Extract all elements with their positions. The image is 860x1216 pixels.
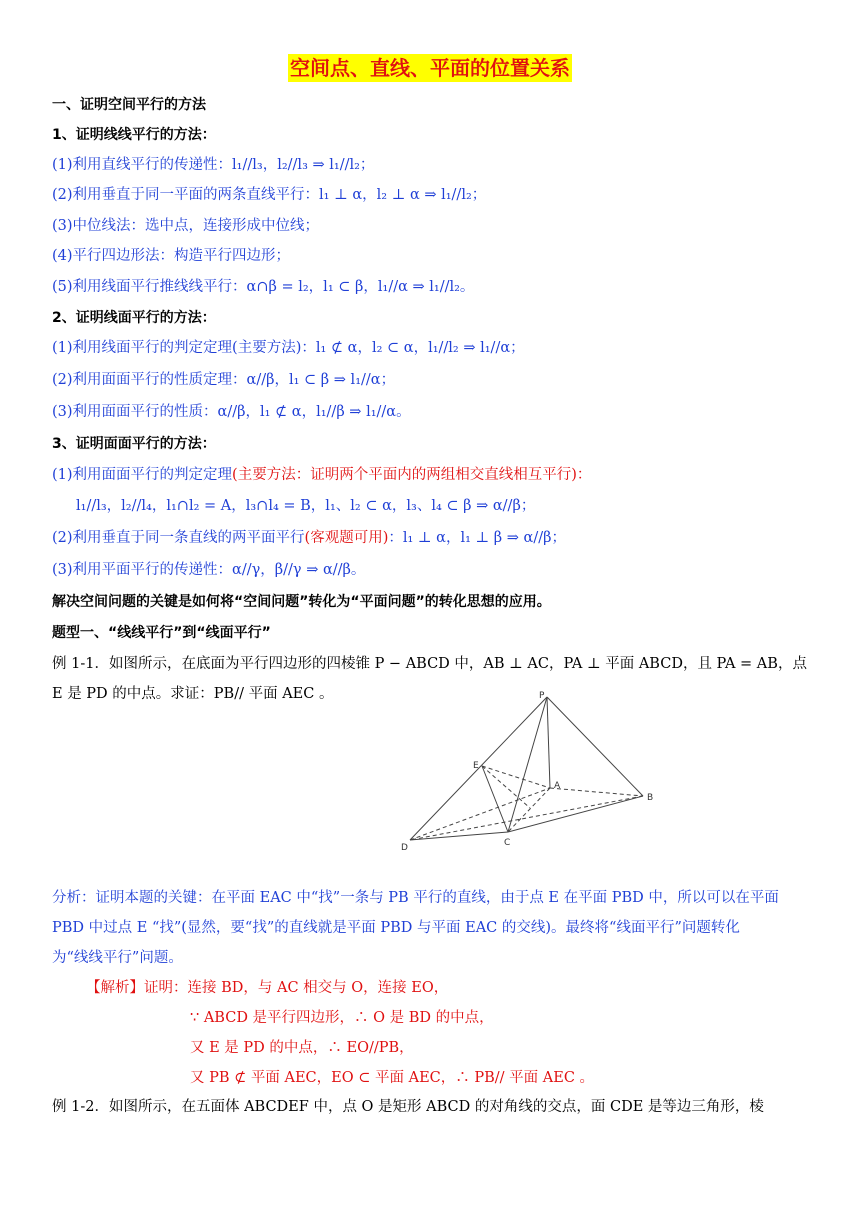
text-line	[86, 978, 860, 998]
text-line	[52, 370, 860, 390]
edge-DC	[410, 832, 508, 840]
text-line-content: 又 E 是 PD 的中点，∴ EO//PB，	[190, 1040, 414, 1056]
text-line	[190, 1068, 860, 1088]
text-line-content: 例 1-1．如图所示，在底面为平行四边形的四棱锥 P − ABCD 中，AB ⊥ AC，PA ⊥ 平面 ABCD，且 PA = AB，点	[52, 656, 807, 672]
text-line-note: (主要方法：证明两个平面内的两组相交直线相互平行)：	[232, 467, 592, 483]
text-line-content: (1)利用线面平行的判定定理(主要方法)：l₁ ⊄ α，l₂ ⊂ α，l₁//l₂ ⇒ l₁//α；	[52, 340, 525, 356]
edge-PA	[547, 697, 550, 788]
text-line	[52, 155, 860, 175]
text-line-content: 分析：证明本题的关键：在平面 EAC 中“找”一条与 PB 平行的直线，由于点 E 在平面 PBD 中，所以可以在平面	[52, 890, 779, 906]
text-line	[52, 528, 860, 548]
text-line-content: 题型一、“线线平行”到“线面平行”	[52, 625, 271, 641]
text-line	[190, 1038, 860, 1058]
text-line-content: 解决空间问题的关键是如何将“空间问题”转化为“平面问题”的转化思想的应用。	[52, 594, 551, 610]
text-line	[52, 623, 860, 643]
text-line-content: 2、证明线面平行的方法：	[52, 310, 216, 326]
label-E: E	[473, 761, 479, 771]
label-B: B	[647, 793, 654, 803]
text-line	[76, 496, 860, 516]
text-line-content: E 是 PD 的中点。求证：PB// 平面 AEC 。	[52, 686, 334, 702]
edge-CB	[508, 796, 643, 832]
label-A: A	[554, 781, 561, 791]
text-line-content: 例 1-2．如图所示，在五面体 ABCDEF 中，点 O 是矩形 ABCD 的对角线的交点，面 CDE 是等边三角形，棱	[52, 1099, 764, 1115]
page-title	[0, 52, 860, 81]
text-line	[52, 434, 860, 454]
edge-BD	[410, 796, 643, 840]
text-line	[52, 888, 860, 908]
text-line	[52, 216, 860, 236]
text-line	[52, 1097, 860, 1117]
label-D: D	[401, 843, 408, 853]
text-line-content: (4)平行四边形法：构造平行四边形；	[52, 248, 291, 264]
text-line-note: (客观题可用)	[304, 530, 389, 546]
page-title-text: 空间点、直线、平面的位置关系	[290, 56, 570, 80]
label-C: C	[504, 838, 511, 848]
edge-EO	[482, 766, 530, 808]
edge-AB	[550, 788, 643, 796]
text-line	[52, 592, 860, 612]
text-line-tail: ：l₁ ⊥ α，l₁ ⊥ β ⇒ α//β；	[388, 530, 566, 546]
edge-EA	[482, 766, 550, 788]
text-line-content: 1、证明线线平行的方法：	[52, 127, 216, 143]
text-line	[52, 185, 860, 205]
text-line	[52, 246, 860, 266]
text-line-content: ∵ ABCD 是平行四边形，∴ O 是 BD 的中点，	[190, 1010, 494, 1026]
pyramid-figure	[400, 690, 660, 855]
text-line-content: (2)利用垂直于同一条直线的两平面平行	[52, 530, 305, 546]
text-line	[52, 465, 860, 485]
text-line	[52, 277, 860, 297]
text-line-content: 为“线线平行”问题。	[52, 950, 183, 966]
label-P: P	[539, 691, 545, 701]
text-line-content: (2)利用垂直于同一平面的两条直线平行：l₁ ⊥ α，l₂ ⊥ α ⇒ l₁//l₂；	[52, 187, 487, 203]
edge-PB	[547, 697, 643, 796]
text-line	[52, 560, 860, 580]
text-line-content: (1)利用直线平行的传递性：l₁//l₃，l₂//l₃ ⇒ l₁//l₂；	[52, 157, 375, 173]
text-line-content: PBD 中过点 E “找”(显然，要“找”的直线就是平面 PBD 与平面 EAC 的交线)。最终将“线面平行”问题转化	[52, 920, 740, 936]
text-line	[52, 308, 860, 328]
text-line	[52, 402, 860, 422]
text-line-content: 又 PB ⊄ 平面 AEC，EO ⊂ 平面 AEC，∴ PB// 平面 AEC 。	[190, 1070, 595, 1086]
text-line-content: 【解析】证明：连接 BD，与 AC 相交与 O，连接 EO，	[86, 980, 449, 996]
text-line	[52, 338, 860, 358]
text-line-content: (2)利用面面平行的性质定理：α//β，l₁ ⊂ β ⇒ l₁//α；	[52, 372, 396, 388]
text-line-content: (3)利用面面平行的性质：α//β，l₁ ⊄ α，l₁//β ⇒ l₁//α。	[52, 404, 411, 420]
text-line	[52, 125, 860, 145]
text-line	[190, 1008, 860, 1028]
text-line-content: l₁//l₃，l₂//l₄，l₁∩l₂ = A，l₃∩l₄ = B，l₁、l₂ ⊂ α，l₃、l₄ ⊂ β ⇒ α//β；	[76, 498, 536, 514]
text-line-content: 3、证明面面平行的方法：	[52, 436, 216, 452]
text-line-content: (5)利用线面平行推线线平行：α∩β = l₂，l₁ ⊂ β，l₁//α ⇒ l₁//l₂。	[52, 279, 475, 295]
edge-DA	[410, 788, 550, 840]
text-line	[52, 95, 860, 115]
text-line-content: (3)利用平面平行的传递性：α//γ，β//γ ⇒ α//β。	[52, 562, 366, 578]
text-line	[52, 948, 860, 968]
text-line-content: (1)利用面面平行的判定定理	[52, 467, 233, 483]
text-line-content: (3)中位线法：选中点，连接形成中位线；	[52, 218, 320, 234]
text-line	[52, 654, 860, 674]
text-line-content: 一、证明空间平行的方法	[52, 97, 206, 113]
text-line	[52, 918, 860, 938]
